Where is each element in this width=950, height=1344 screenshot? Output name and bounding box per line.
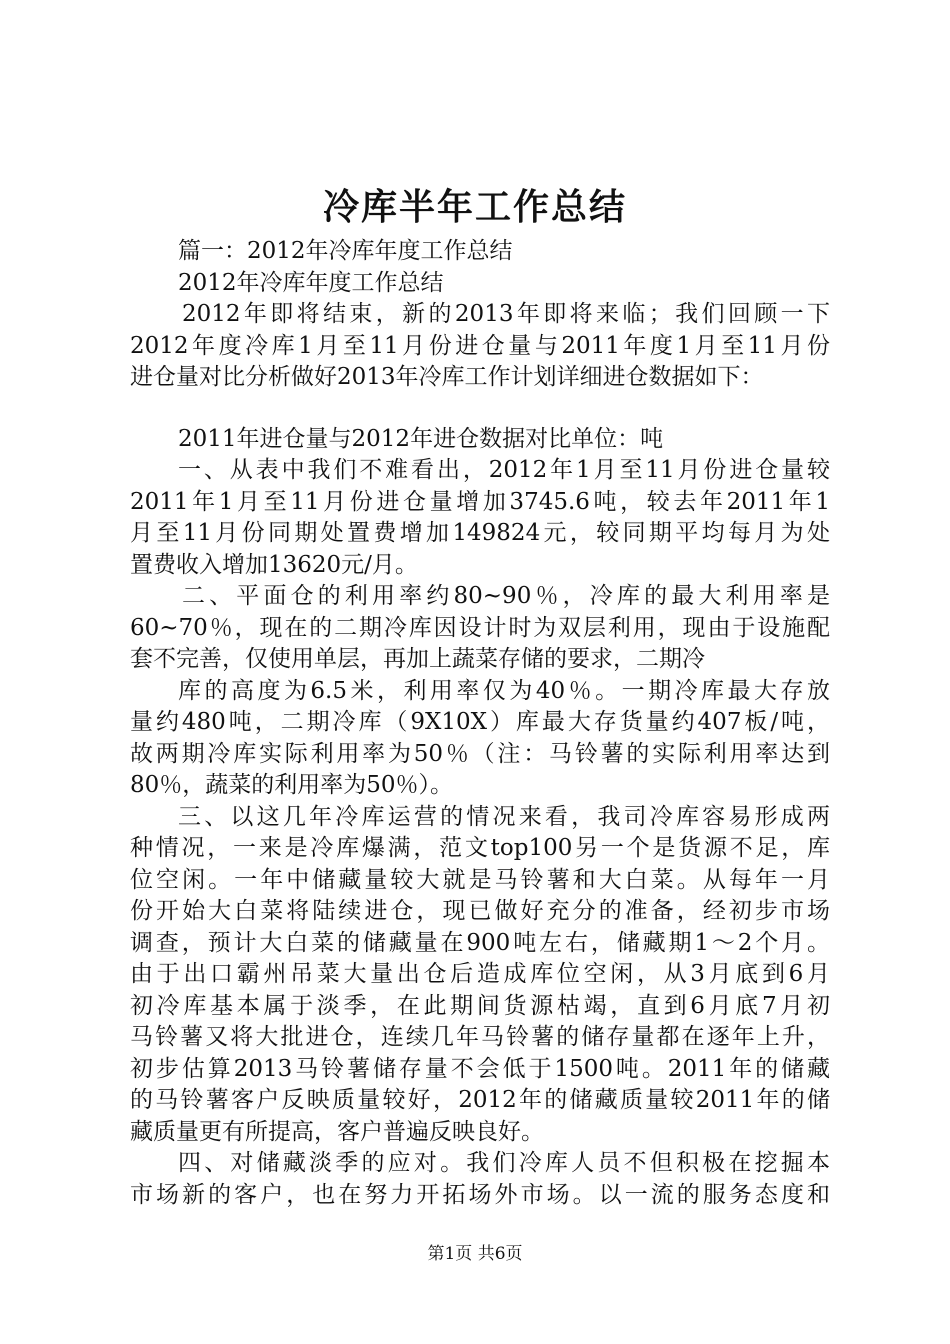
page-footer: 第1页 共6页 <box>427 1244 523 1264</box>
document-title: 冷库半年工作总结 <box>322 186 627 228</box>
text-line: 马铃薯又将大批进仓，连续几年马铃薯的储存量都在逐年上升， <box>130 1024 830 1050</box>
text-line: 库的高度为6.5米，利用率仅为40％。一期冷库最大存放 <box>178 677 830 704</box>
text-line: 种情况，一来是冷库爆满，范文top100另一个是货源不足，库 <box>130 835 830 861</box>
text-line: 二、平面仓的利用率约80~90％，冷库的最大利用率是 <box>182 583 830 609</box>
text-line: 初冷库基本属于淡季，在此期间货源枯竭，直到6月底7月初 <box>130 992 830 1019</box>
text-line: 60~70％，现在的二期冷库因设计时为双层利用，现由于设施配 <box>130 614 830 641</box>
text-line: 月至11月份同期处置费增加149824元，较同期平均每月为处 <box>130 520 830 546</box>
text-line: 2012年冷库年度工作总结 <box>178 269 444 296</box>
text-line: 2012年度冷库1月至11月份进仓量与2011年度1月至11月份 <box>130 332 830 359</box>
text-line: 故两期冷库实际利用率为50％（注：马铃薯的实际利用率达到 <box>130 740 830 767</box>
text-line: 由于出口霸州吊菜大量出仓后造成库位空闲，从3月底到6月 <box>130 961 830 987</box>
document-body <box>130 236 830 1211</box>
text-line: 一、从表中我们不难看出，2012年1月至11月份进仓量较 <box>178 457 830 483</box>
text-line: 篇一：2012年冷库年度工作总结 <box>178 238 513 264</box>
text-line: 的马铃薯客户反映质量较好，2012年的储藏质量较2011年的储 <box>130 1087 830 1113</box>
text-line: 市场新的客户，也在努力开拓场外市场。以一流的服务态度和 <box>130 1181 830 1208</box>
text-line: 2011年进仓量与2012年进仓数据对比单位：吨 <box>178 425 664 452</box>
text-line: 套不完善，仅使用单层，再加上蔬菜存储的要求，二期冷 <box>130 646 705 672</box>
text-line: 藏质量更有所提高，客户普遍反映良好。 <box>130 1118 544 1145</box>
text-line: 2012年即将结束，新的2013年即将来临；我们回顾一下 <box>182 301 830 327</box>
text-line: 位空闲。一年中储藏量较大就是马铃薯和大白菜。从每年一月 <box>130 866 830 893</box>
text-line: 2011年1月至11月份进仓量增加3745.6吨，较去年2011年1 <box>130 488 830 515</box>
text-line: 三、以这几年冷库运营的情况来看，我司冷库容易形成两 <box>178 803 830 830</box>
text-line: 80％，蔬菜的利用率为50％）。 <box>130 772 454 798</box>
text-line: 份开始大白菜将陆续进仓，现已做好充分的准备，经初步市场 <box>130 898 830 924</box>
text-line: 调查，预计大白菜的储藏量在900吨左右，储藏期1～2个月。 <box>130 929 830 956</box>
text-line: 置费收入增加13620元/月。 <box>130 551 418 578</box>
text-line: 初步估算2013马铃薯储存量不会低于1500吨。2011年的储藏 <box>130 1055 830 1082</box>
text-line: 量约480吨，二期冷库（9X10X）库最大存货量约407板/吨， <box>130 709 830 735</box>
text-line: 进仓量对比分析做好2013年冷库工作计划详细进仓数据如下： <box>130 364 764 390</box>
paragraph-gap <box>130 394 830 424</box>
text-line: 四、对储藏淡季的应对。我们冷库人员不但积极在挖掘本 <box>178 1150 830 1176</box>
